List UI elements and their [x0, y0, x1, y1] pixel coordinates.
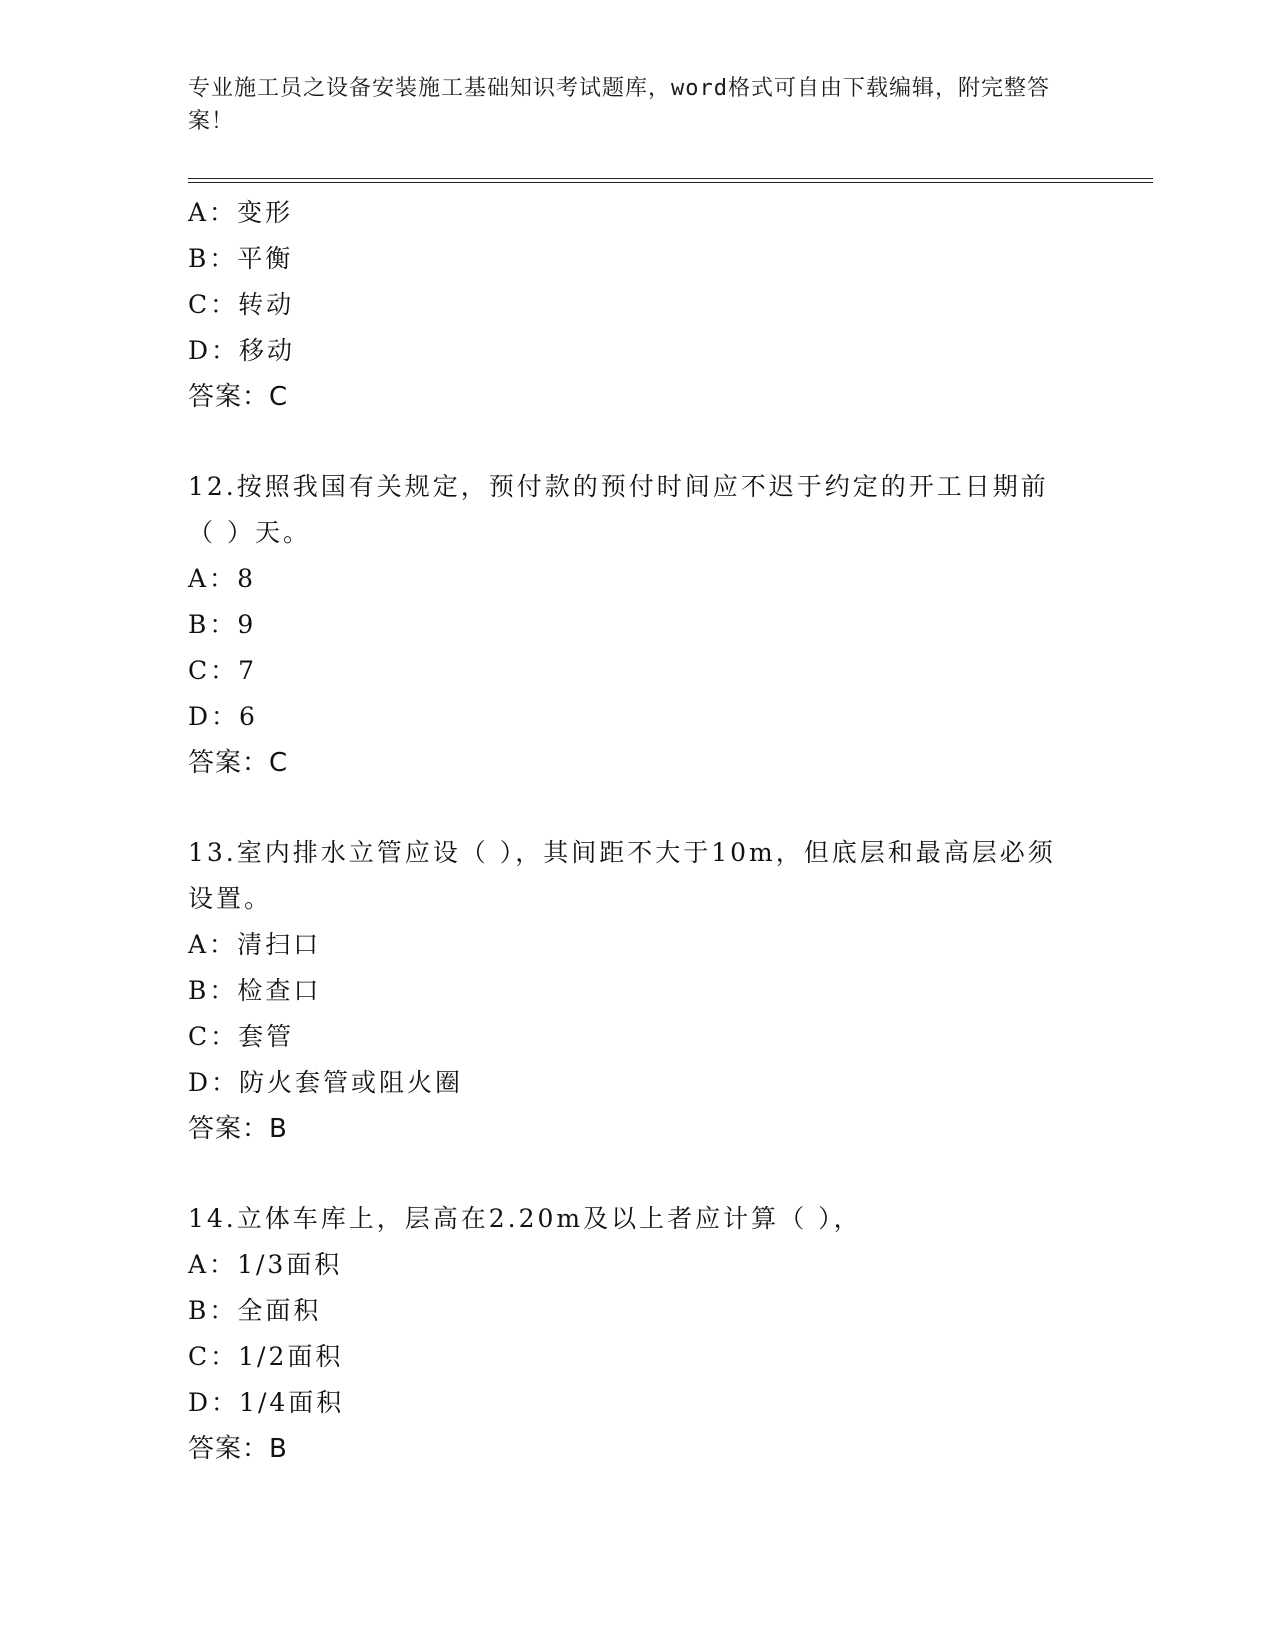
option-d: D：1/4面积: [188, 1388, 345, 1417]
option-b: B：平衡: [188, 244, 294, 273]
question-list: [188, 190, 1088, 1472]
option-c: C：转动: [188, 290, 295, 319]
question-stem: 13.室内排水立管应设（ ），其间距不大于10m，但底层和最高层必须 设置。: [188, 838, 1056, 913]
option-a: A：8: [188, 564, 256, 593]
option-b: B：检查口: [188, 976, 322, 1005]
question-partial: [188, 190, 1088, 420]
option-a: A：变形: [188, 198, 294, 227]
answer-line: 答案：B: [188, 1114, 288, 1144]
option-d: D：防火套管或阻火圈: [188, 1068, 464, 1097]
option-a: A：清扫口: [188, 930, 322, 959]
option-c: C：1/2面积: [188, 1342, 344, 1371]
document-header: 专业施工员之设备安装施工基础知识考试题库，word格式可自由下载编辑，附完整答案！: [188, 76, 1050, 134]
question-14: [188, 1196, 1088, 1472]
answer-line: 答案：C: [188, 382, 289, 412]
answer-line: 答案：B: [188, 1434, 288, 1464]
option-d: D：6: [188, 702, 258, 731]
option-b: B：全面积: [188, 1296, 322, 1325]
question-12: [188, 464, 1088, 786]
option-c: C：7: [188, 656, 258, 685]
option-a: A：1/3面积: [188, 1250, 343, 1279]
question-13: [188, 830, 1088, 1152]
option-c: C：套管: [188, 1022, 295, 1051]
option-d: D：移动: [188, 336, 296, 365]
option-b: B：9: [188, 610, 257, 639]
answer-line: 答案：C: [188, 748, 289, 778]
header-divider: [188, 178, 1153, 183]
question-stem: 12.按照我国有关规定，预付款的预付时间应不迟于约定的开工日期前 （ ）天。: [188, 472, 1049, 547]
question-stem: 14.立体车库上，层高在2.20m及以上者应计算（ ），: [188, 1204, 862, 1233]
